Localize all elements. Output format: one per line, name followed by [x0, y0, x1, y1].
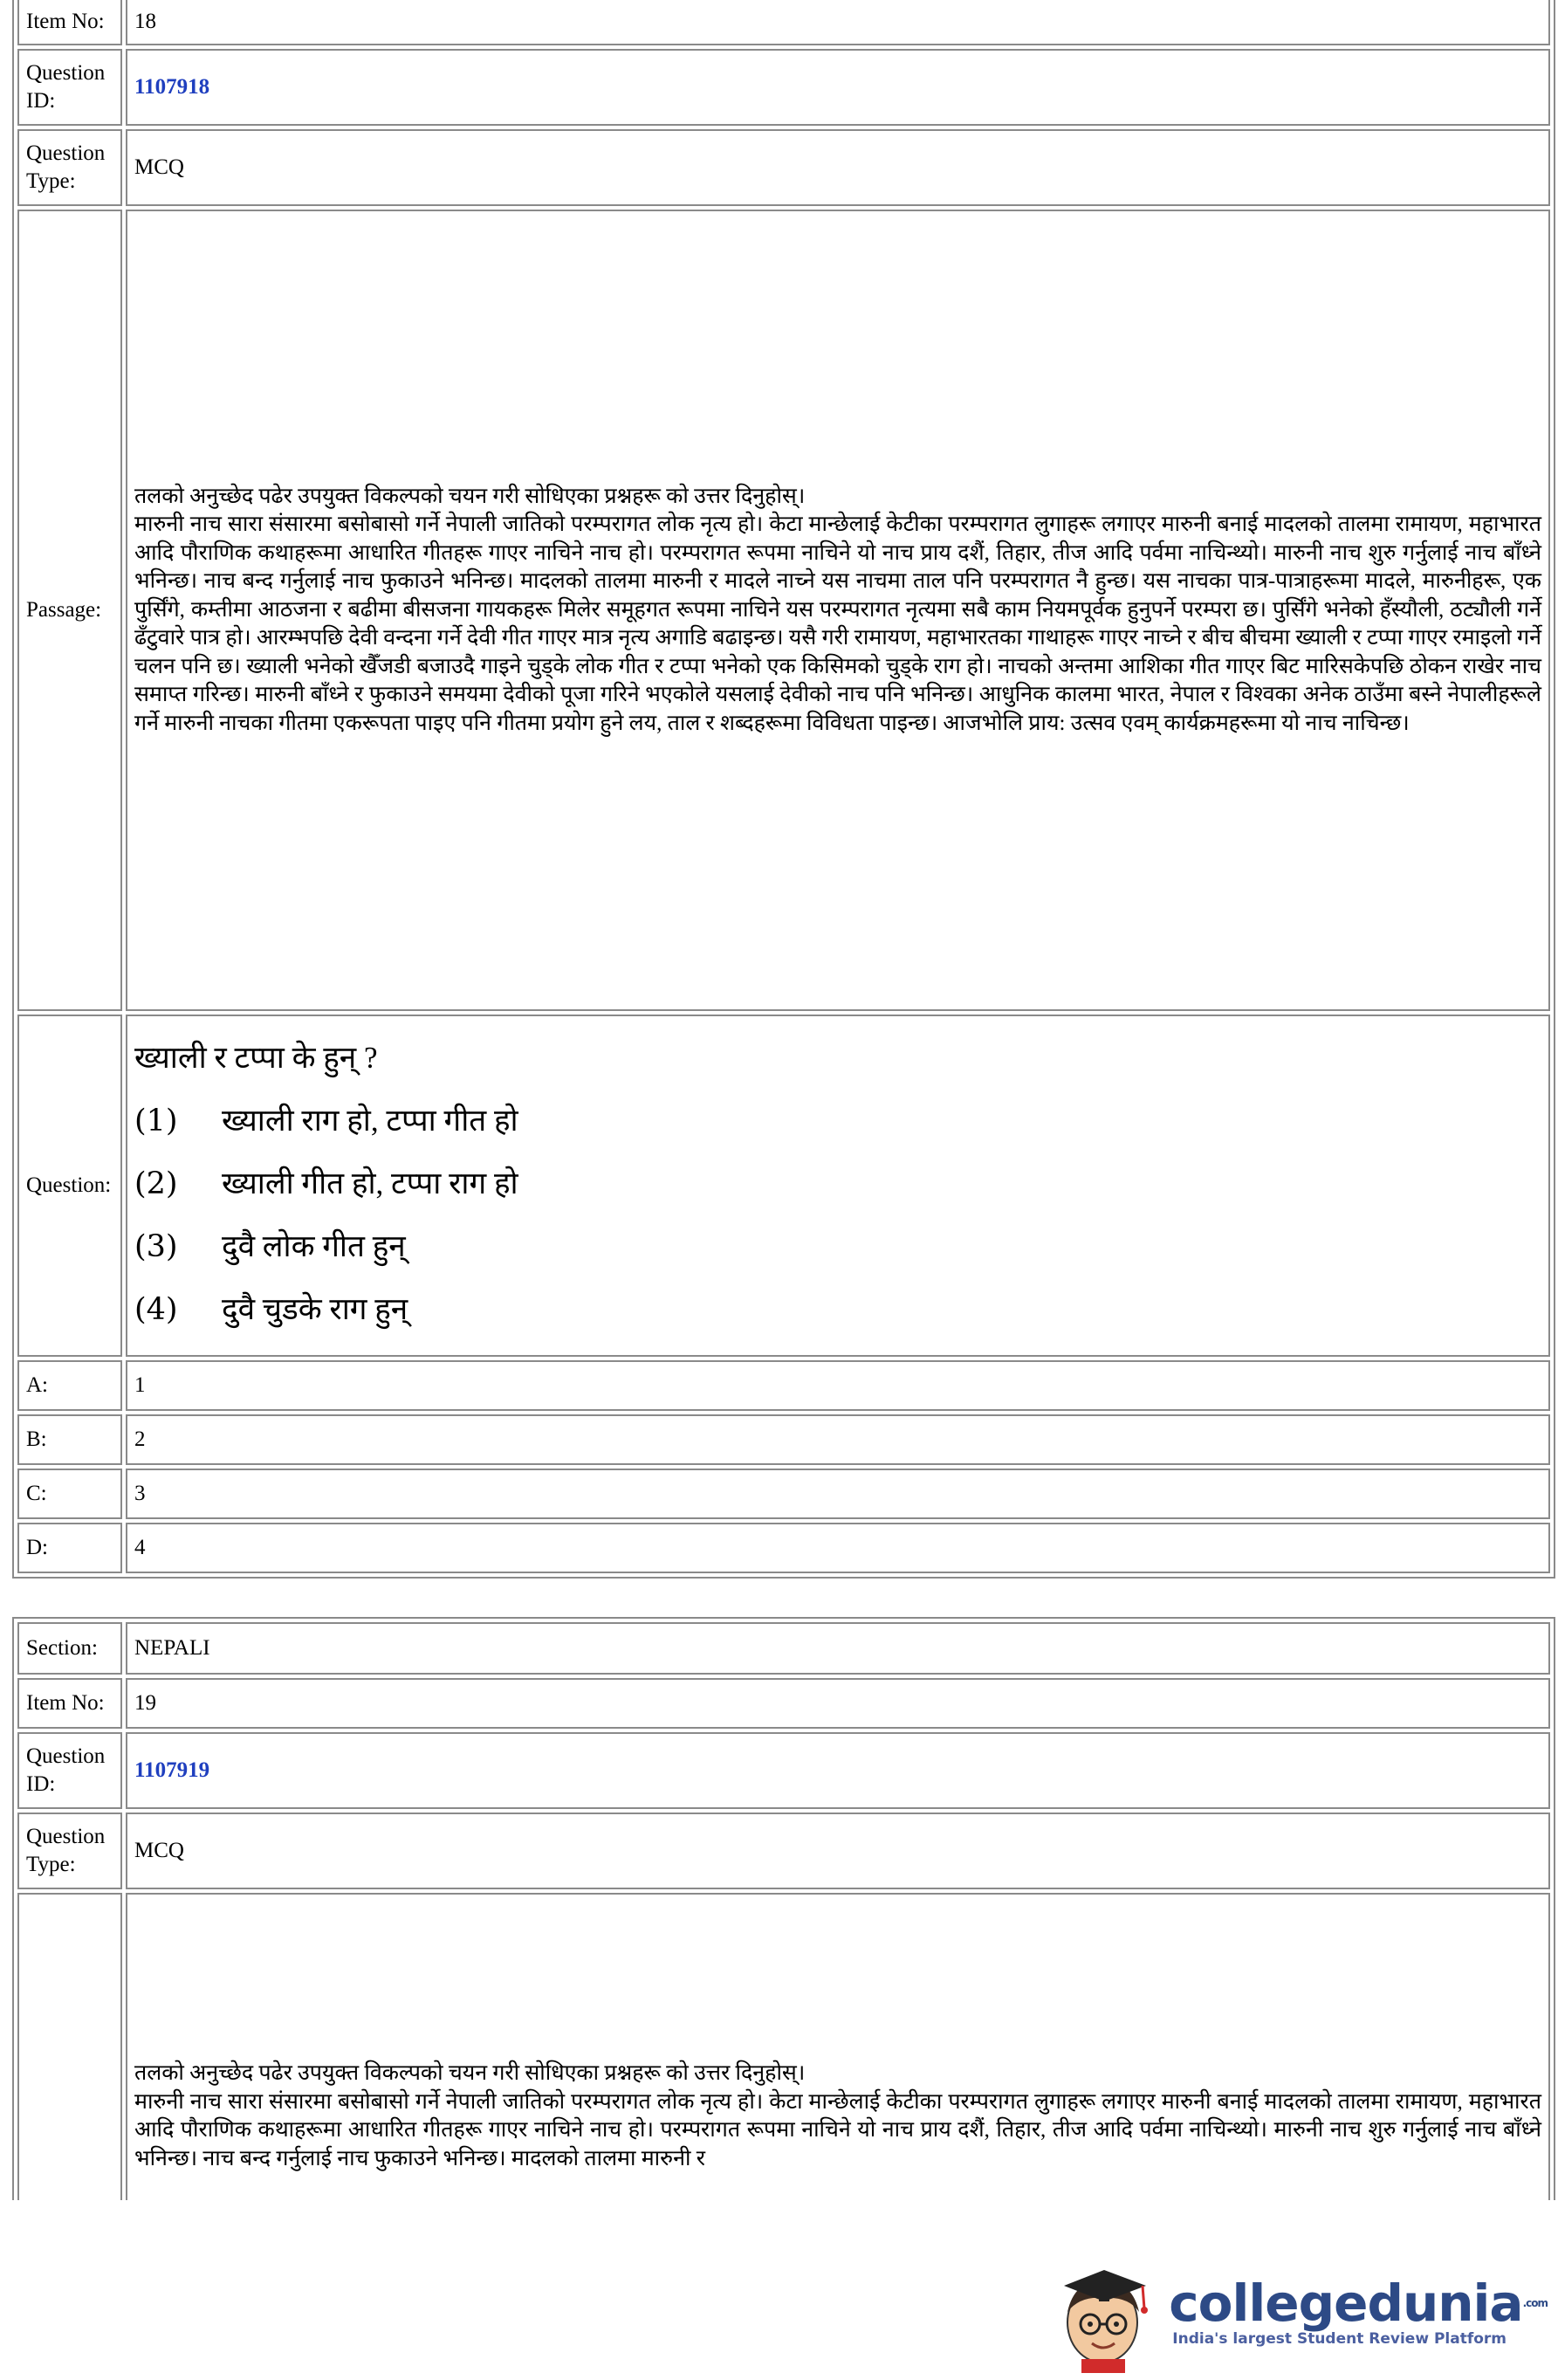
option-text: दुवै लोक गीत हुन्: [222, 1229, 406, 1263]
option-text: ख्याली राग हो, टप्पा गीत हो: [222, 1104, 518, 1138]
passage-cell: [126, 210, 1550, 1011]
option-item: [134, 1278, 1541, 1341]
item-no-value: 18: [126, 0, 1550, 45]
instruction-text: तलको अनुच्छेद पढेर उपयुक्त विकल्पको चयन गरी सोधिएका प्रश्नहरू को उत्तर दिनुहोस्।: [134, 484, 806, 508]
question-cell: [126, 1015, 1550, 1357]
option-number: (2): [134, 1166, 178, 1201]
section-row: [17, 1622, 1550, 1675]
question-block-18: [12, 0, 1555, 1579]
question-id-label: Question ID:: [17, 1732, 122, 1809]
question-type-label: Question Type:: [17, 1813, 122, 1889]
answer-label: B:: [17, 1414, 122, 1465]
answer-value: 2: [126, 1414, 1550, 1465]
passage-row: [17, 210, 1550, 1011]
answer-row-b: [17, 1414, 1550, 1465]
question-id-label: Question ID:: [17, 49, 122, 126]
question-type-value: MCQ: [126, 1813, 1550, 1889]
question-row: [17, 1015, 1550, 1357]
collegedunia-logo: [1048, 2251, 1548, 2373]
brand-tagline: India's largest Student Review Platform: [1172, 2330, 1507, 2348]
item-row: [17, 1678, 1550, 1729]
item-no-value: 19: [126, 1678, 1550, 1729]
question-id-row: [17, 1732, 1550, 1809]
option-number: (3): [134, 1229, 178, 1264]
answer-label: C:: [17, 1469, 122, 1519]
item-row: [17, 0, 1550, 45]
question-id-value: 1107919: [126, 1732, 1550, 1809]
answer-value: 1: [126, 1360, 1550, 1411]
item-no-label: Item No:: [17, 0, 122, 45]
question-id-value: 1107918: [126, 49, 1550, 126]
brand-word: collegedunia: [1169, 2273, 1523, 2333]
option-number: (1): [134, 1104, 178, 1138]
passage-text: मारुनी नाच सारा संसारमा बसोबासो गर्ने नेपाली जातिको परम्परागत लोक नृत्य हो। केटा मान्छेलाई केटीका परम्परागत लुगाहरू लगाएर मारुनी बनाई मादलको तालमा रामायण, महाभारत आदि पौराणिक कथाहरूमा आधारित गीतहरू गाएर नाचिने नाच हो। परम्परागत रूपमा नाचिने यो नाच प्राय दशैं, तिहार, तीज आदि पर्वमा नाचिन्थ्यो। मारुनी नाच शुरु गर्नुलाई नाच बाँध्ने भनिन्छ। नाच बन्द गर्नुलाई नाच फुकाउने भनिन्छ। मादलको तालमा मारुनी र मादले नाच्ने यस नाचमा ताल पनि परम्परागत नै हुन्छ। यस नाचका पात्र-पात्राहरूमा मादले, मारुनीहरू, एक पुर्सिंगे, कम्तीमा आठजना र बढीमा बीसजना गायकहरू मिलेर समूहगत रूपमा नाचिने यस परम्परागत नृत्यमा सबै काम नियमपूर्वक हुनुपर्ने परम्परा छ। पुर्सिंगे भनेको हँस्यौली, ठट्यौली गर्ने ढँटुवारे पात्र हो। आरम्भपछि देवी वन्दना गर्ने देवी गीत गाएर मात्र नृत्य अगाडि बढाइन्छ। यसै गरी रामायण, महाभारतका गाथाहरू गाएर नाच्ने र बीच बीचमा ख्याली र टप्पा गाएर रमाइलो गर्ने चलन पनि छ। ख्याली भनेको खैँजडी बजाउदै गाइने चुड्के लोक गीत र टप्पा भनेको एक किसिमको चुड्के राग हो। नाचको अन्तमा आशिका गीत गाएर बिट मारिसकेपछि ठोकन राखेर नाच समाप्त गरिन्छ। मारुनी बाँध्ने र फुकाउने समयमा देवीको पूजा गरिने भएकोले यसलाई देवीको नाच पनि भनिन्छ। आधुनिक कालमा भारत, नेपाल र विश्वका अनेक ठाउँमा बस्ने नेपालीहरूले गर्ने मारुनी नाचका गीतमा एकरूपता पाइए पनि गीतमा प्रयोग हुने लय, ताल र शब्दहरूमा विविधता पाइन्छ। आजभोलि प्राय: उत्सव एवम् कार्यक्रमहरूमा यो नाच नाचिन्छ।: [134, 512, 1541, 735]
passage-text: मारुनी नाच सारा संसारमा बसोबासो गर्ने नेपाली जातिको परम्परागत लोक नृत्य हो। केटा मान्छेलाई केटीका परम्परागत लुगाहरू लगाएर मारुनी बनाई मादलको तालमा रामायण, महाभारत आदि पौराणिक कथाहरूमा आधारित गीतहरू गाएर नाचिने नाच हो। परम्परागत रूपमा नाचिने यो नाच प्राय दशैं, तिहार, तीज आदि पर्वमा नाचिन्थ्यो। मारुनी नाच शुरु गर्नुलाई नाच बाँध्ने भनिन्छ। नाच बन्द गर्नुलाई नाच फुकाउने भनिन्छ। मादलको तालमा मारुनी र: [134, 2089, 1541, 2170]
option-item: [134, 1090, 1541, 1152]
item-no-label: Item No:: [17, 1678, 122, 1729]
answer-row-a: [17, 1360, 1550, 1411]
instruction-text: तलको अनुच्छेद पढेर उपयुक्त विकल्पको चयन गरी सोधिएका प्रश्नहरू को उत्तर दिनुहोस्।: [134, 2061, 806, 2085]
section-value: NEPALI: [126, 1622, 1550, 1675]
student-mascot-icon: [1048, 2251, 1162, 2373]
answer-label: A:: [17, 1360, 122, 1411]
question-label: Question:: [17, 1015, 122, 1357]
question-type-row: [17, 129, 1550, 206]
brand-name: [1169, 2273, 1548, 2333]
option-text: दुवै चुडके राग हुन्: [222, 1292, 408, 1326]
brand-domain: .com: [1522, 2297, 1548, 2309]
question-text: ख्याली र टप्पा के हुन् ?: [134, 1041, 378, 1075]
answer-value: 4: [126, 1523, 1550, 1573]
page-footer: [0, 2200, 1558, 2380]
question-type-row: [17, 1813, 1550, 1889]
passage-label: Passage:: [17, 210, 122, 1011]
option-number: (4): [134, 1292, 178, 1327]
section-label: Section:: [17, 1622, 122, 1675]
answer-row-d: [17, 1523, 1550, 1573]
option-text: ख्याली गीत हो, टप्पा राग हो: [222, 1166, 518, 1200]
answer-value: 3: [126, 1469, 1550, 1519]
answer-label: D:: [17, 1523, 122, 1573]
answer-row-c: [17, 1469, 1550, 1519]
option-item: [134, 1152, 1541, 1215]
option-item: [134, 1215, 1541, 1278]
question-type-value: MCQ: [126, 129, 1550, 206]
logo-text: [1169, 2273, 1548, 2348]
question-type-label: Question Type:: [17, 129, 122, 206]
options-list: [134, 1090, 1541, 1341]
question-id-row: [17, 49, 1550, 126]
